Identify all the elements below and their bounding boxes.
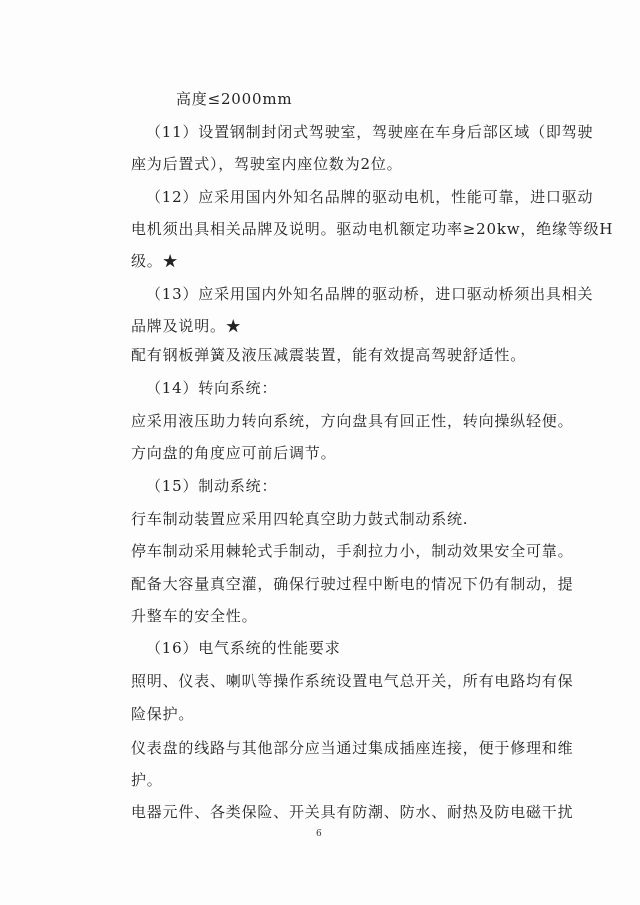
text-line: 行车制动装置应采用四轮真空助力鼓式制动系统. [131, 510, 469, 528]
text-line: 方向盘的角度应可前后调节。 [131, 444, 337, 462]
text-line: 护。 [131, 771, 163, 789]
text-line: 配备大容量真空灌，确保行驶过程中断电的情况下仍有制动，提 [131, 575, 574, 593]
text-line: 停车制动采用棘轮式手制动，手刹拉力小，制动效果安全可靠。 [131, 542, 574, 560]
text-line: 座为后置式），驾驶室内座位数为2位。 [131, 155, 403, 173]
section-heading: （16）电气系统的性能要求 [146, 639, 341, 657]
text-line: 电器元件、各类保险、开关具有防潮、防水、耐热及防电磁干扰 [131, 803, 574, 821]
section-heading: （14）转向系统： [146, 379, 278, 397]
text-line: （12）应采用国内外知名品牌的驱动电机，性能可靠，进口驱动 [146, 188, 594, 206]
text-line: 电机须出具相关品牌及说明。驱动电机额定功率≥20kw，绝缘等级H [131, 220, 614, 238]
text-line: 高度≤2000mm [176, 90, 293, 108]
page-number: 6 [316, 829, 322, 839]
text-line: 级。★ [131, 252, 179, 270]
text-line: 仪表盘的线路与其他部分应当通过集成插座连接，便于修理和维 [131, 739, 574, 757]
text-line: 照明、仪表、喇叭等操作系统设置电气总开关，所有电路均有保 [131, 672, 574, 690]
text-line: 险保护。 [131, 705, 195, 723]
text-line: （11）设置钢制封闭式驾驶室，驾驶座在车身后部区域（即驾驶 [146, 123, 594, 141]
text-line: 应采用液压助力转向系统，方向盘具有回正性，转向操纵轻便。 [131, 412, 574, 430]
section-heading: （15）制动系统： [146, 477, 278, 495]
text-line: （13）应采用国内外知名品牌的驱动桥，进口驱动桥须出具相关 [146, 285, 594, 303]
text-line: 配有钢板弹簧及液压减震装置，能有效提高驾驶舒适性。 [131, 346, 527, 364]
text-line: 品牌及说明。★ [131, 317, 242, 335]
text-line: 升整车的安全性。 [131, 607, 258, 625]
